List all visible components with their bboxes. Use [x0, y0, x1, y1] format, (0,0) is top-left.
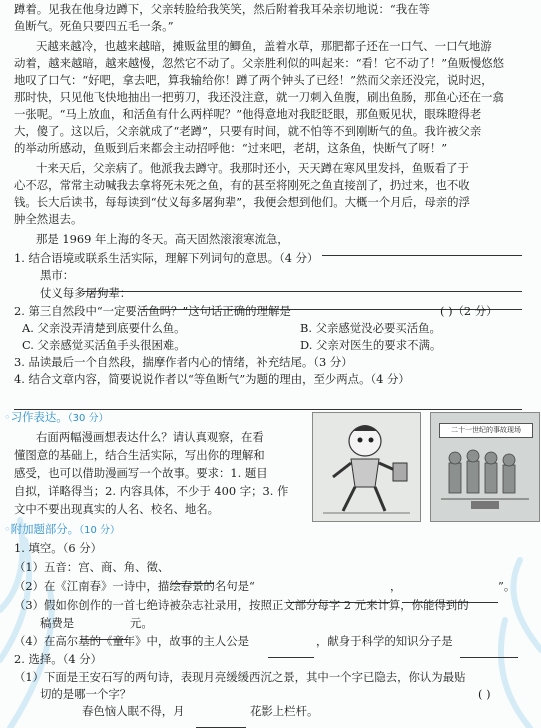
section-marker-icon: ◦ — [4, 522, 11, 536]
question-2: 2. 第三自然段中“一定要活鱼吗？”这句话正确的理解是 — [14, 304, 291, 318]
q2-answer-paren[interactable]: ( )（2 分） — [440, 304, 498, 318]
bonus-fill-4-blank-a[interactable] — [268, 646, 314, 658]
bonus-choose-1-poem: 春色恼人眠不得，月 — [82, 704, 185, 718]
bonus-fill-1: （1）五音：宫、商、角、徵、 — [14, 560, 170, 574]
bonus-fill-2: （2）在《江南春》一诗中，描绘春景的名句是“ — [14, 579, 255, 593]
passage-line: 那是 1969 年上海的冬天。高天固然滚滚寒流急， — [36, 232, 289, 246]
passage-line: 大，傻了。这以后，父亲就成了“老蹲”，只要有时间，就不怕等不到刚断气的鱼。我许被父亲 — [14, 124, 482, 138]
passage-line: 的举动所感动，鱼贩到后来都会主动招呼他：“过来吧，老胡，这条鱼，快断气了呀！” — [14, 141, 448, 155]
comic-right-caption-sign: 二十一世纪的事故现场 — [439, 423, 533, 438]
bonus-fill-3: （3）假如你创作的一首七绝诗被杂志社录用，按照正文部分每字 2 元来计算，你能得到的 — [14, 598, 469, 612]
bonus-fill-2-comma: ， — [390, 579, 402, 593]
passage-line: 鱼断气。死鱼只要四五毛一条。” — [14, 19, 174, 33]
passage-line: 十来天后，父亲病了。他派我去蹲守。我那时还小，天天蹲在寒风里发抖，鱼贩看了于 — [36, 161, 469, 175]
passage-line: 那时快，只见他飞快地抽出一把剪刀，我还没注意，就一刀刺入鱼腹，刷出鱼肠，那鱼心还在一翕 — [14, 90, 504, 104]
q2-option-c[interactable]: C. 父亲感觉买活鱼手头很困难。 — [22, 338, 186, 352]
passage-line: 钱。长大后读书，每每读到“仗义每多屠狗辈”，我便会想到他们。大概一个月后，母亲的浮 — [14, 195, 470, 209]
writing-heading: ◦习作表达。（30 分） — [4, 410, 109, 424]
comic-right-drawing — [431, 413, 539, 521]
bonus-fill-4: （4）在高尔基的《童年》中，故事的主人公是 — [14, 634, 250, 648]
q1-answer-blank-a[interactable] — [82, 280, 522, 292]
passage-line: 一张呢。“马上放血，和活鱼有什么两样呢？”他得意地对我眨眨眼，那鱼贩见状，眼珠瞪得老 — [14, 107, 482, 121]
q2-option-a[interactable]: A. 父亲没弄清楚到底要什么鱼。 — [22, 321, 186, 335]
comic-left-image — [312, 412, 421, 522]
question-4: 4. 结合文章内容，简要说说作者以“等鱼断气”为题的理由，至少两点。（4 分） — [14, 372, 410, 386]
question-1: 1. 结合语境或联系生活实际，理解下列词句的意思。（4 分） — [14, 251, 319, 265]
answer-blank[interactable] — [322, 244, 522, 256]
passage-line: 动着，越来越暗，越来越慢，忽然它不动了。父亲胜利似的叫起来：“看！它不动了！”鱼贩慢悠悠 — [14, 56, 505, 70]
passage-line: 肿全然退去。 — [14, 212, 83, 226]
comic-right-image — [430, 412, 540, 522]
bonus-choose-1-blank[interactable] — [196, 716, 246, 728]
bonus-fill-4-blank-b[interactable] — [460, 646, 518, 658]
passage-line: 心不忍，常常主动喊我去拿将死未死之鱼，有的甚至将刚死之鱼直接剖了，扔过来，也不收 — [14, 178, 470, 192]
bonus-choose-1-cont: 切的是哪一个字？ — [40, 687, 132, 701]
bonus-fill-3-cont: 稿费是 — [40, 616, 75, 630]
writing-prompt-line: 自拟，详略得当；2. 内容具体，不少于 400 字；3. 作 — [14, 484, 289, 498]
bonus-fill-title: 1. 填空。（6 分） — [14, 541, 103, 555]
q2-option-d[interactable]: D. 父亲对医生的要求不满。 — [300, 338, 442, 352]
q4-answer-blank[interactable] — [14, 398, 522, 410]
q2-option-b[interactable]: B. 父亲感觉没必要买活鱼。 — [300, 321, 441, 335]
writing-prompt-line: 懂图意的基础上，结合生活实际，写出你的理解和 — [14, 448, 265, 462]
writing-prompt-line: 感受，也可以借助漫画写一个故事。要求：1. 题目 — [14, 466, 268, 480]
bonus-fill-3-unit: 元。 — [130, 616, 153, 630]
passage-line: 蹲着。见我在他身边蹲下，父亲转脸给我笑笑，然后附着我耳朵亲切地说：“我在等 — [14, 2, 430, 16]
comic-left-drawing — [313, 413, 420, 521]
q1-term-a: 黑市： — [40, 268, 75, 282]
bonus-choose-1-poem-end: 花影上栏杆。 — [250, 704, 319, 718]
section-marker-icon: ◦ — [4, 410, 11, 424]
writing-prompt-line: 文中不要出现真实的人名、校名、地名。 — [14, 502, 220, 516]
bonus-choose-1-paren[interactable]: ( ) — [478, 687, 491, 701]
question-3: 3. 品读最后一个自然段，揣摩作者内心的情绪，补充结尾。（3 分） — [14, 355, 353, 369]
bonus-fill-2-end: ”。 — [498, 579, 516, 593]
bonus-heading: ◦附加题部分。（10 分） — [4, 522, 120, 536]
passage-line: 地叹了口气：“好吧，拿去吧，算我输给你！蹲了两个钟头了已经！”然而父亲还没完，说时迟， — [14, 73, 493, 87]
writing-prompt-line: 右面两幅漫画想表达什么？请认真观察，在看 — [36, 430, 264, 444]
bonus-choose-1: （1）下面是王安石写的两句诗，表现月亮缓缓西沉之景，其中一个字已隐去，你认为最贴 — [14, 670, 466, 684]
passage-line: 天越来越冷，也越来越暗，摊贩盆里的鲫鱼，盖着水草，那肥都子还在一口气、一口气地游 — [36, 39, 492, 53]
bonus-fill-4-mid: ，献身于科学的知识分子是 — [316, 634, 453, 648]
q1-term-b: 仗义每多屠狗辈： — [40, 286, 132, 300]
bonus-choose-title: 2. 选择。（4 分） — [14, 652, 103, 666]
